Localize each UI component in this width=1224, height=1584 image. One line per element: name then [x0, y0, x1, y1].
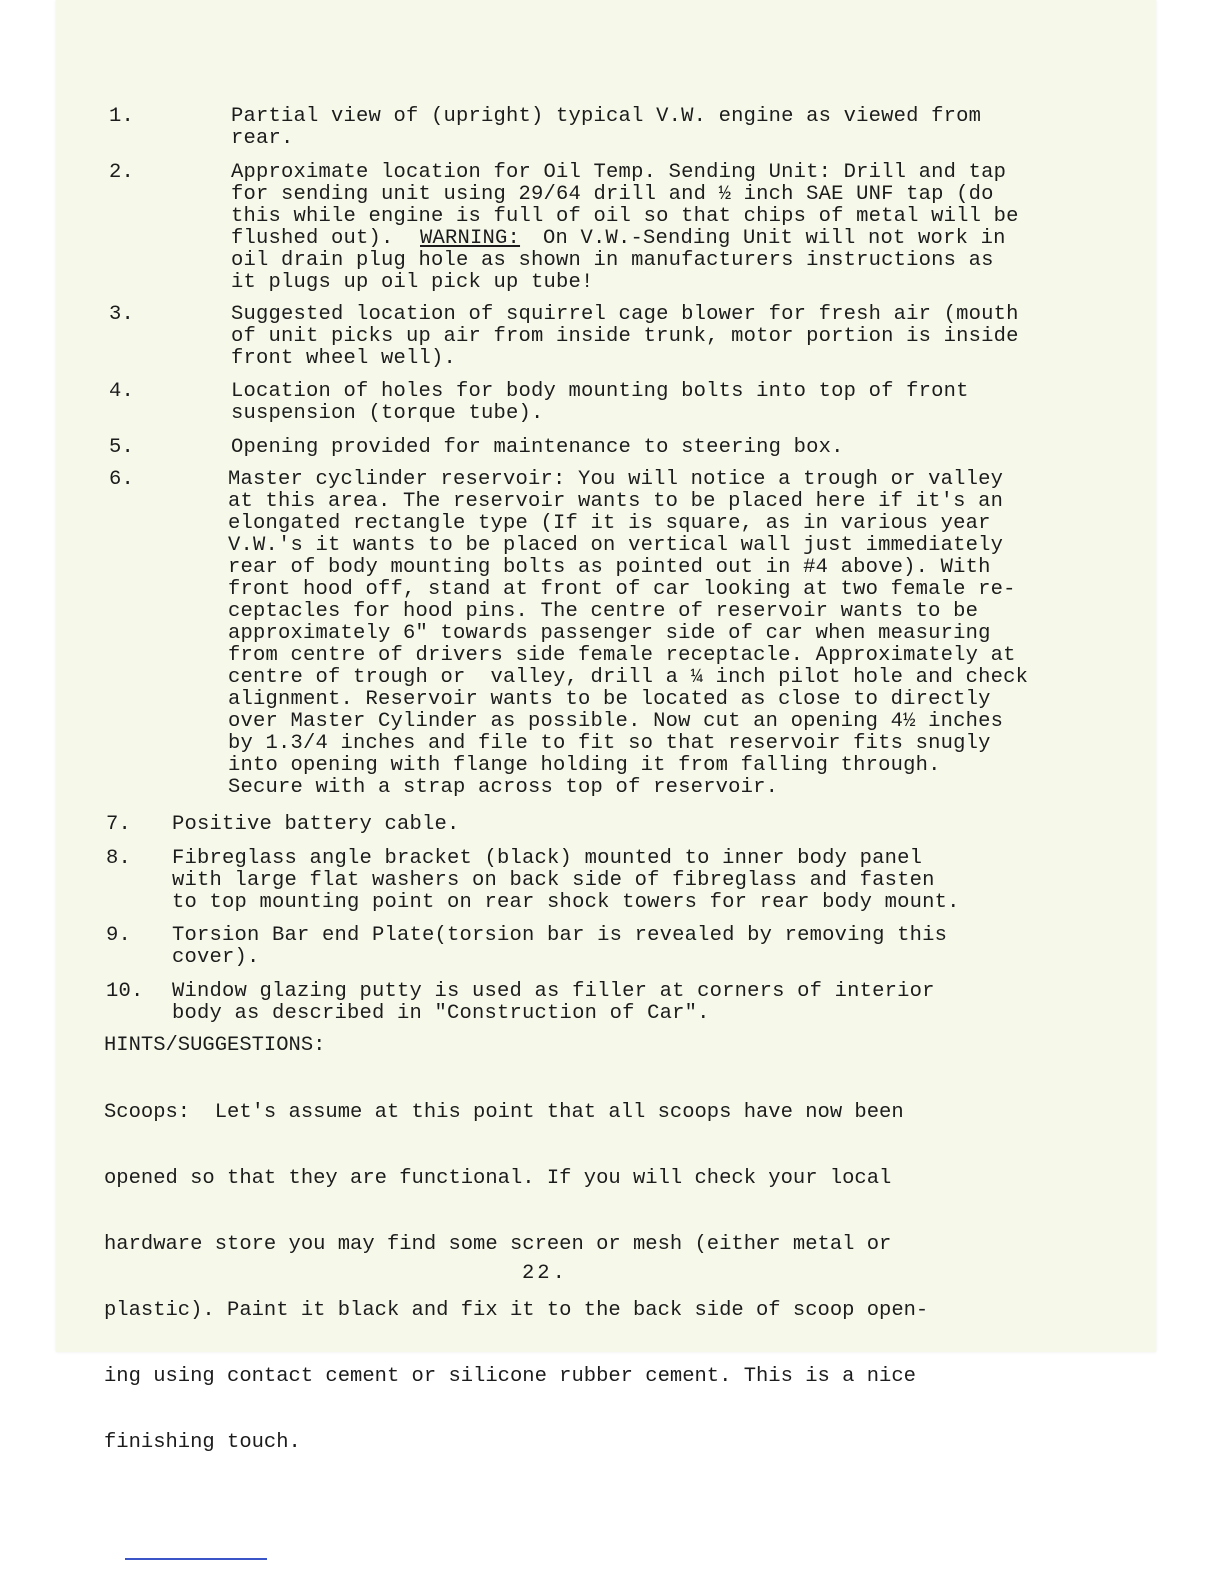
footer-rule	[125, 1558, 267, 1560]
item-line: Suggested location of squirrel cage blower for fresh air (mouth	[231, 303, 1019, 326]
item-line: suspension (torque tube).	[231, 402, 544, 425]
item-line: flushed out).	[231, 227, 394, 250]
item-line: Torsion Bar end Plate(torsion bar is revealed by removing this	[172, 924, 948, 947]
item-line: oil drain plug hole as shown in manufacturers instructions as	[231, 249, 994, 272]
item-line: elongated rectangle type (If it is square, as in various year	[228, 512, 991, 535]
item-line: ceptacles for hood pins. The centre of reservoir wants to be	[228, 600, 979, 623]
page-number: 22.	[522, 1262, 568, 1285]
item-line: by 1.3/4 inches and file to fit so that reservoir fits snugly	[228, 732, 991, 755]
item-line: rear.	[231, 127, 294, 150]
hints-line: opened so that they are functional. If you will check your local	[104, 1167, 892, 1190]
item-line: Secure with a strap across top of reservoir.	[228, 776, 779, 799]
item-number: 10.	[106, 980, 144, 1003]
item-number: 8.	[106, 847, 132, 870]
item-line: Opening provided for maintenance to steering box.	[231, 436, 844, 459]
item-line: to top mounting point on rear shock towers for rear body mount.	[172, 891, 960, 914]
item-line: Location of holes for body mounting bolts into top of front	[231, 380, 969, 403]
item-line: centre of trough or valley, drill a ¼ inch pilot hole and check	[228, 666, 1029, 689]
item-line: Approximate location for Oil Temp. Sending Unit: Drill and tap	[231, 161, 1007, 184]
item-line: front wheel well).	[231, 347, 457, 370]
item-line: of unit picks up air from inside trunk, motor portion is inside	[231, 325, 1019, 348]
item-line: Partial view of (upright) typical V.W. engine as viewed from	[231, 105, 982, 128]
item-line: it plugs up oil pick up tube!	[231, 271, 594, 294]
item-line: body as described in "Construction of Car".	[172, 1002, 710, 1025]
item-number: 6.	[109, 468, 135, 491]
item-line: into opening with flange holding it from falling through.	[228, 754, 941, 777]
item-line: approximately 6" towards passenger side of car when measuring	[228, 622, 991, 645]
hints-line: Scoops: Let's assume at this point that all scoops have now been	[104, 1101, 904, 1124]
item-line: Positive battery cable.	[172, 813, 460, 836]
hints-line: plastic). Paint it black and fix it to the back side of scoop open-	[104, 1299, 929, 1322]
item-line: with large flat washers on back side of fibreglass and fasten	[172, 869, 935, 892]
item-number: 3.	[109, 303, 135, 326]
hints-line: hardware store you may find some screen or mesh (either metal or	[104, 1233, 892, 1256]
hints-paragraph	[104, 1058, 928, 1498]
item-line: rear of body mounting bolts as pointed out in #4 above). With	[228, 556, 991, 579]
item-line: for sending unit using 29/64 drill and ½ inch SAE UNF tap (do	[231, 183, 994, 206]
item-line: On V.W.-Sending Unit will not work in	[543, 227, 1006, 250]
document-page	[56, 0, 1156, 1454]
item-line: Master cyclinder reservoir: You will notice a trough or valley	[228, 468, 1004, 491]
item-line: front hood off, stand at front of car looking at two female re-	[228, 578, 1016, 601]
warning-label: WARNING:	[420, 227, 521, 250]
item-line: over Master Cylinder as possible. Now cut an opening 4½ inches	[228, 710, 1004, 733]
item-line: this while engine is full of oil so that chips of metal will be	[231, 205, 1019, 228]
item-number: 7.	[106, 813, 132, 836]
item-line: V.W.'s it wants to be placed on vertical wall just immediately	[228, 534, 1004, 557]
item-number: 4.	[109, 380, 135, 403]
hints-line: finishing touch.	[104, 1431, 301, 1454]
hints-line: ing using contact cement or silicone rubber cement. This is a nice	[104, 1365, 916, 1388]
item-number: 1.	[109, 105, 135, 128]
item-line: Window glazing putty is used as filler at corners of interior	[172, 980, 935, 1003]
item-line: alignment. Reservoir wants to be located as close to directly	[228, 688, 991, 711]
item-line: cover).	[172, 946, 260, 969]
item-number: 2.	[109, 161, 135, 184]
item-number: 5.	[109, 436, 135, 459]
item-line: at this area. The reservoir wants to be placed here if it's an	[228, 490, 1004, 513]
hints-heading: HINTS/SUGGESTIONS:	[104, 1034, 326, 1057]
item-line: Fibreglass angle bracket (black) mounted to inner body panel	[172, 847, 923, 870]
item-number: 9.	[106, 924, 132, 947]
item-line: from centre of drivers side female receptacle. Approximately at	[228, 644, 1016, 667]
